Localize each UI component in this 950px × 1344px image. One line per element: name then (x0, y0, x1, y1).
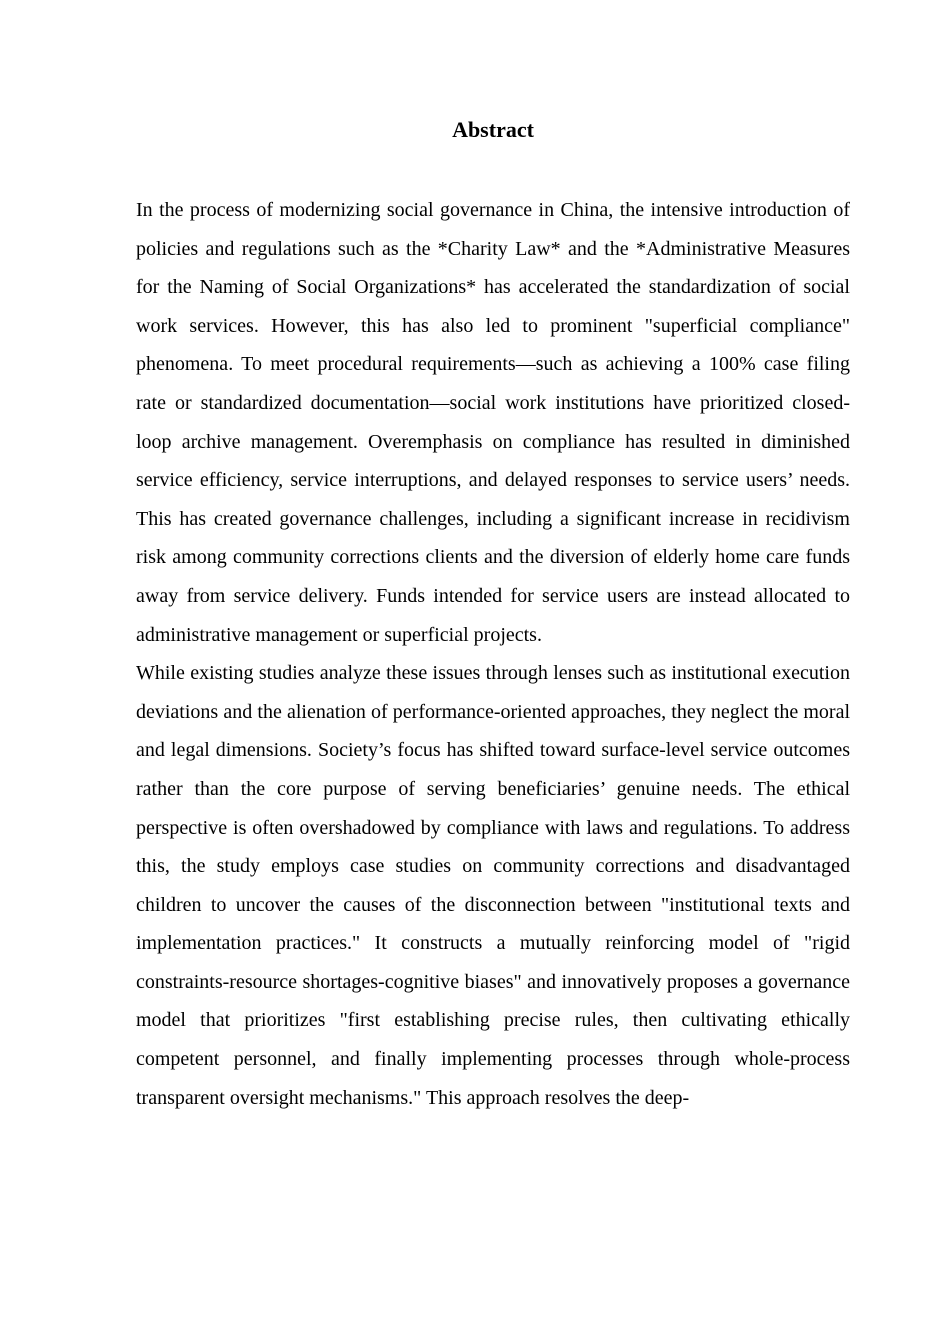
page-title: Abstract (452, 117, 534, 142)
abstract-paragraph-2: While existing studies analyze these issues through lenses such as institutional execution deviations and the alienation of performance-oriented approaches, they neglect the moral and legal dimensions. Society’s focus has shifted toward surface-level service outcomes rather than the core purpose of serving beneficiaries’ genuine needs. The ethical perspective is often overshadowed by compliance with laws and regulations. To address this, the study employs case studies on community corrections and disadvantaged children to uncover the causes of the disconnection between "institutional texts and implementation practices." It constructs a mutually reinforcing model of "rigid constraints-resource shortages-cognitive biases" and innovatively proposes a governance model that prioritizes "first establishing precise rules, then cultivating ethically competent personnel, and finally implementing processes through whole-process transparent oversight mechanisms." This approach resolves the deep- (136, 662, 850, 1109)
abstract-body (136, 191, 850, 1236)
abstract-paragraph-1: In the process of modernizing social governance in China, the intensive introduction of policies and regulations such as the *Charity Law* and the *Administrative Measures for the Naming of Social Organizations* has accelerated the standardization of social work services. However, this has also led to prominent "superficial compliance" phenomena. To meet procedural requirements—such as achieving a 100% case filing rate or standardized documentation—social work institutions have prioritized closed-loop archive management. Overemphasis on compliance has resulted in diminished service efficiency, service interruptions, and delayed responses to service users’ needs. This has created governance challenges, including a significant increase in recidivism risk among community corrections clients and the diversion of elderly home care funds away from service delivery. Funds intended for service users are instead allocated to administrative management or superficial projects. (136, 199, 850, 646)
